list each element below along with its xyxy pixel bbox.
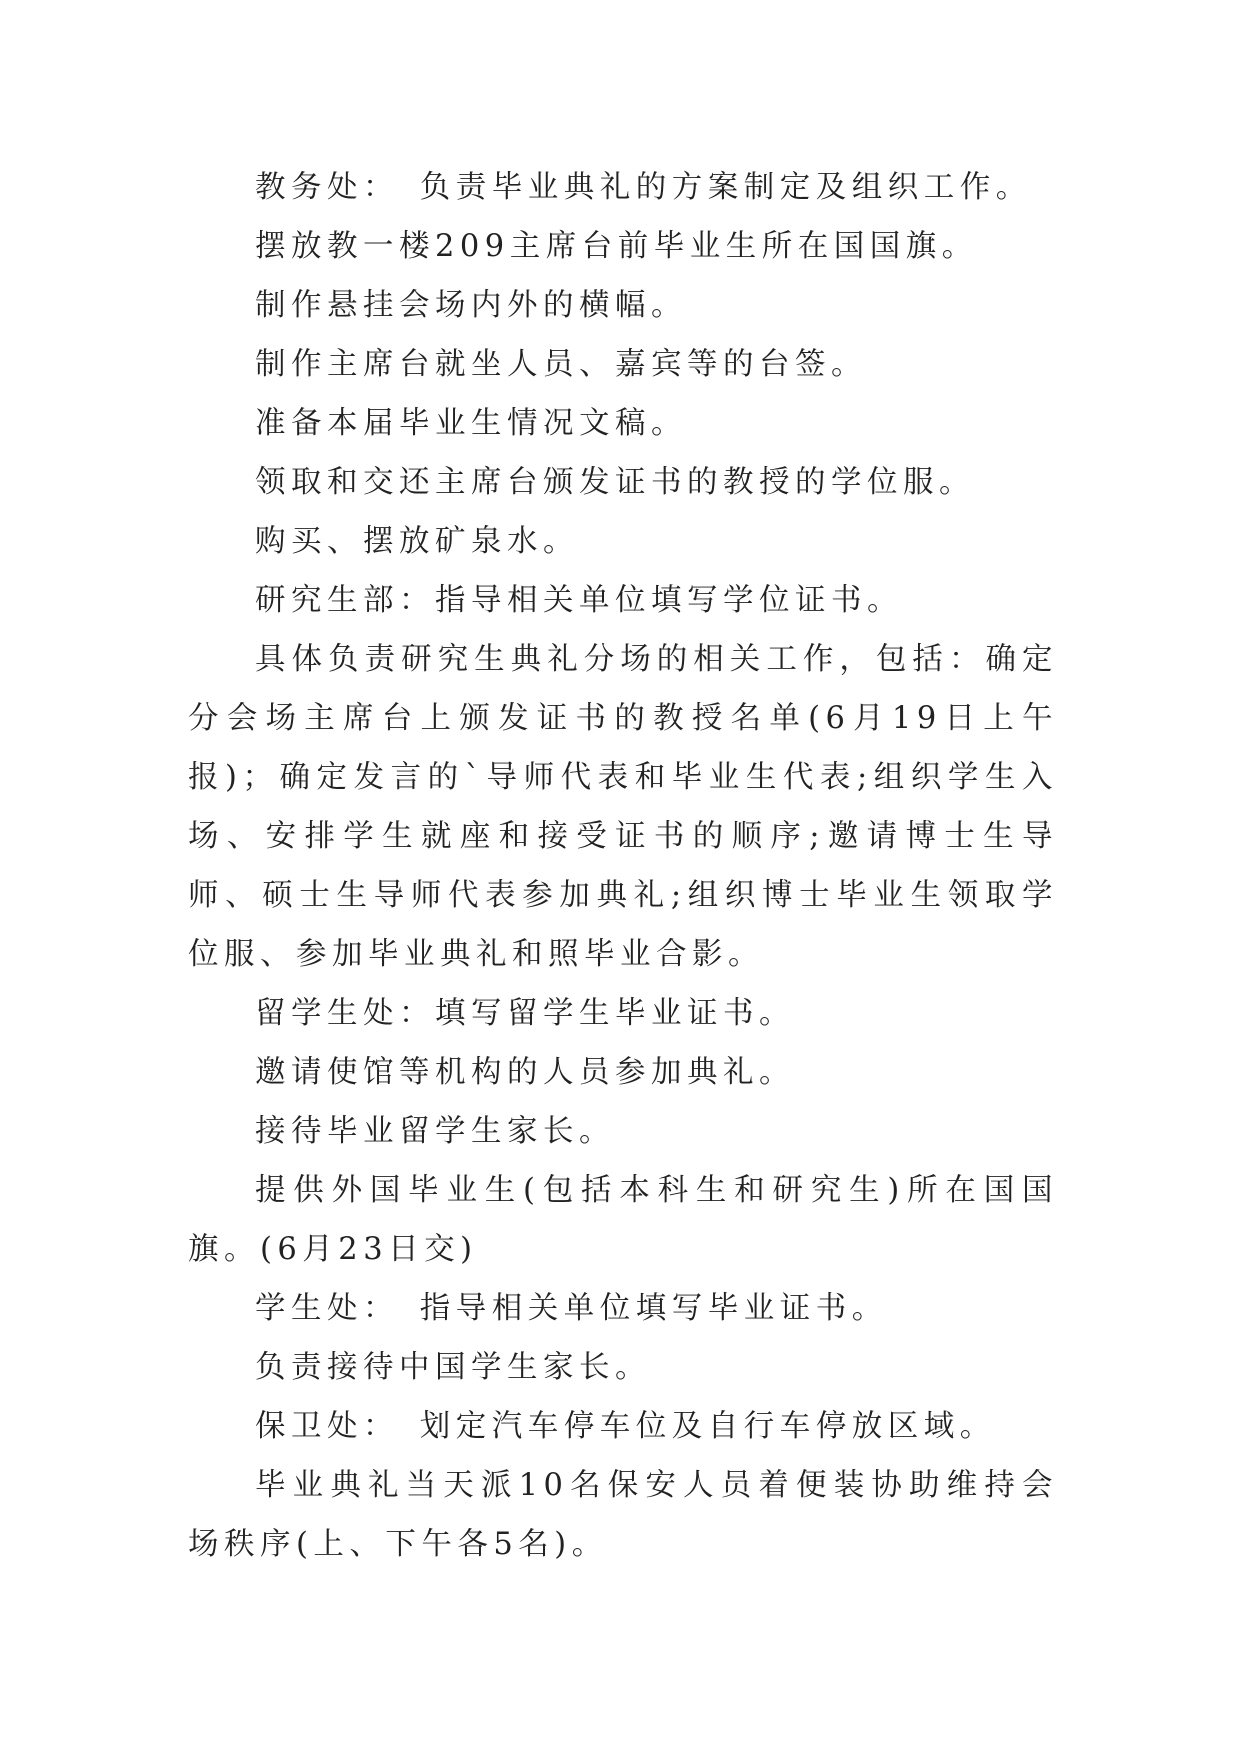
paragraph-student-office: 学生处： 指导相关单位填写毕业证书。 <box>255 1291 888 1326</box>
paragraph-graduate-school: 研究生部：指导相关单位填写学位证书。 <box>255 583 903 618</box>
paragraph-mineral-water: 购买、摆放矿泉水。 <box>255 524 579 559</box>
paragraph-security-office: 保卫处： 划定汽车停车位及自行车停放区域。 <box>255 1409 996 1444</box>
paragraph-foreign-flags: 提供外国毕业生(包括本科生和研究生)所在国国旗。(6月23日交) <box>188 1173 1058 1267</box>
paragraph-banners: 制作悬挂会场内外的横幅。 <box>255 288 687 323</box>
paragraph-graduate-ceremony: 具体负责研究生典礼分场的相关工作，包括：确定分会场主席台上颁发证书的教授名单(6月19日上午报)；确定发言的`导师代表和毕业生代表;组织学生入场、安排学生就座和接受证书的顺序;邀请博士生导师、硕士生导师代表参加典礼;组织博士毕业生领取学位服、参加毕业典礼和照毕业合影。 <box>188 642 1058 972</box>
paragraph-flags: 摆放教一楼209主席台前毕业生所在国国旗。 <box>255 229 978 264</box>
paragraph-embassy-invite: 邀请使馆等机构的人员参加典礼。 <box>255 1055 795 1090</box>
paragraph-academic-gowns: 领取和交还主席台颁发证书的教授的学位服。 <box>255 465 975 500</box>
paragraph-graduate-report: 准备本届毕业生情况文稿。 <box>255 406 687 441</box>
paragraph-academic-affairs: 教务处： 负责毕业典礼的方案制定及组织工作。 <box>255 170 1032 205</box>
paragraph-security-staff: 毕业典礼当天派10名保安人员着便装协助维持会场秩序(上、下午各5名)。 <box>188 1468 1058 1562</box>
paragraph-name-cards: 制作主席台就坐人员、嘉宾等的台签。 <box>255 347 867 382</box>
document-body <box>188 158 1058 1574</box>
paragraph-chinese-parents: 负责接待中国学生家长。 <box>255 1350 651 1385</box>
paragraph-international-office: 留学生处：填写留学生毕业证书。 <box>255 996 795 1031</box>
paragraph-intl-parents: 接待毕业留学生家长。 <box>255 1114 615 1149</box>
